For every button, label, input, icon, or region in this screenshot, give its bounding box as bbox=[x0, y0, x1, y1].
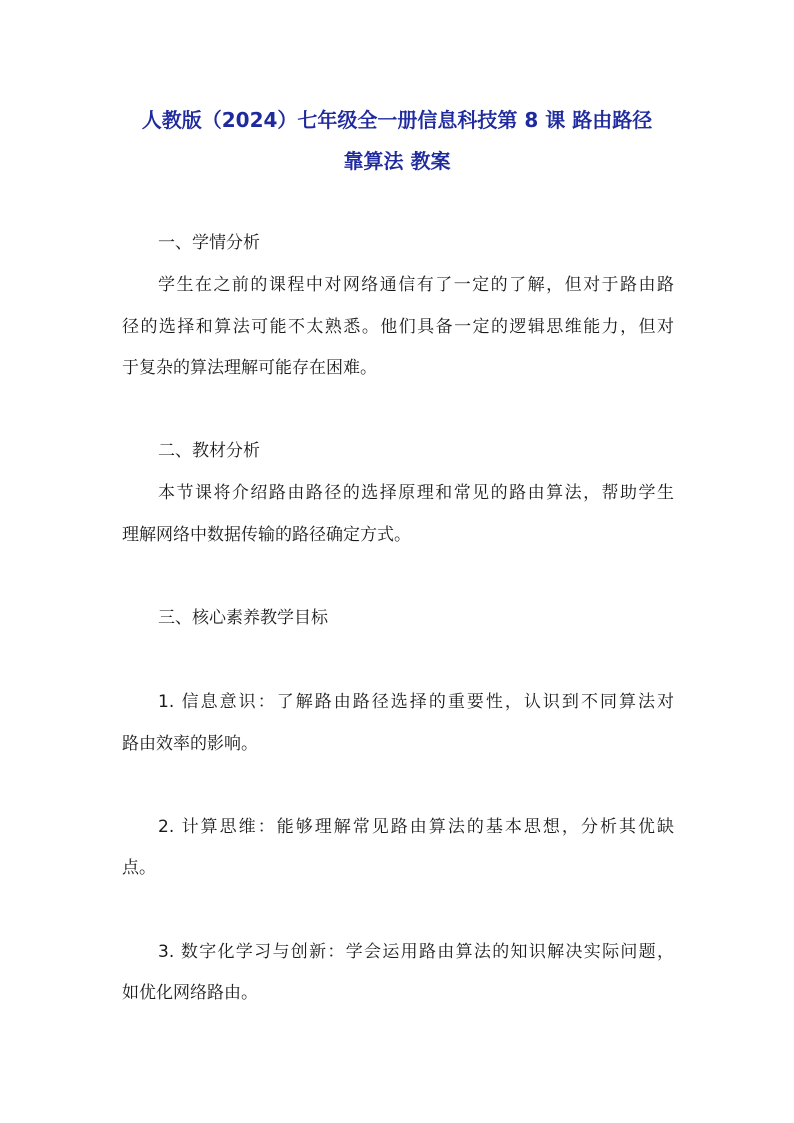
document-title-line-1: 人教版（2024）七年级全一册信息科技第 8 课 路由路径 bbox=[141, 108, 653, 132]
section-heading-material-analysis: 二、教材分析 bbox=[158, 441, 260, 461]
paragraph-line: 于复杂的算法理解可能存在困难。 bbox=[122, 358, 377, 378]
goal-item-line: 路由效率的影响。 bbox=[122, 734, 258, 754]
paragraph-line: 理解网络中数据传输的路径确定方式。 bbox=[122, 525, 411, 545]
goal-item-line: 3. 数字化学习与创新：学会运用路由算法的知识解决实际问题， bbox=[158, 942, 674, 962]
paragraph-line: 本节课将介绍路由路径的选择原理和常见的路由算法，帮助学生 bbox=[158, 483, 674, 503]
goal-item-line: 2. 计算思维：能够理解常见路由算法的基本思想，分析其优缺 bbox=[158, 817, 674, 837]
goal-item-line: 1. 信息意识：了解路由路径选择的重要性，认识到不同算法对 bbox=[158, 692, 674, 712]
paragraph-line: 径的选择和算法可能不太熟悉。他们具备一定的逻辑思维能力，但对 bbox=[122, 317, 674, 337]
section-heading-core-goals: 三、核心素养教学目标 bbox=[158, 608, 328, 628]
document-title-line-2: 靠算法 教案 bbox=[343, 149, 451, 173]
goal-item-line: 如优化网络路由。 bbox=[122, 983, 258, 1003]
section-heading-learning-analysis: 一、学情分析 bbox=[158, 233, 260, 253]
paragraph-line: 学生在之前的课程中对网络通信有了一定的了解，但对于路由路 bbox=[158, 275, 674, 295]
goal-item-line: 点。 bbox=[122, 858, 156, 878]
